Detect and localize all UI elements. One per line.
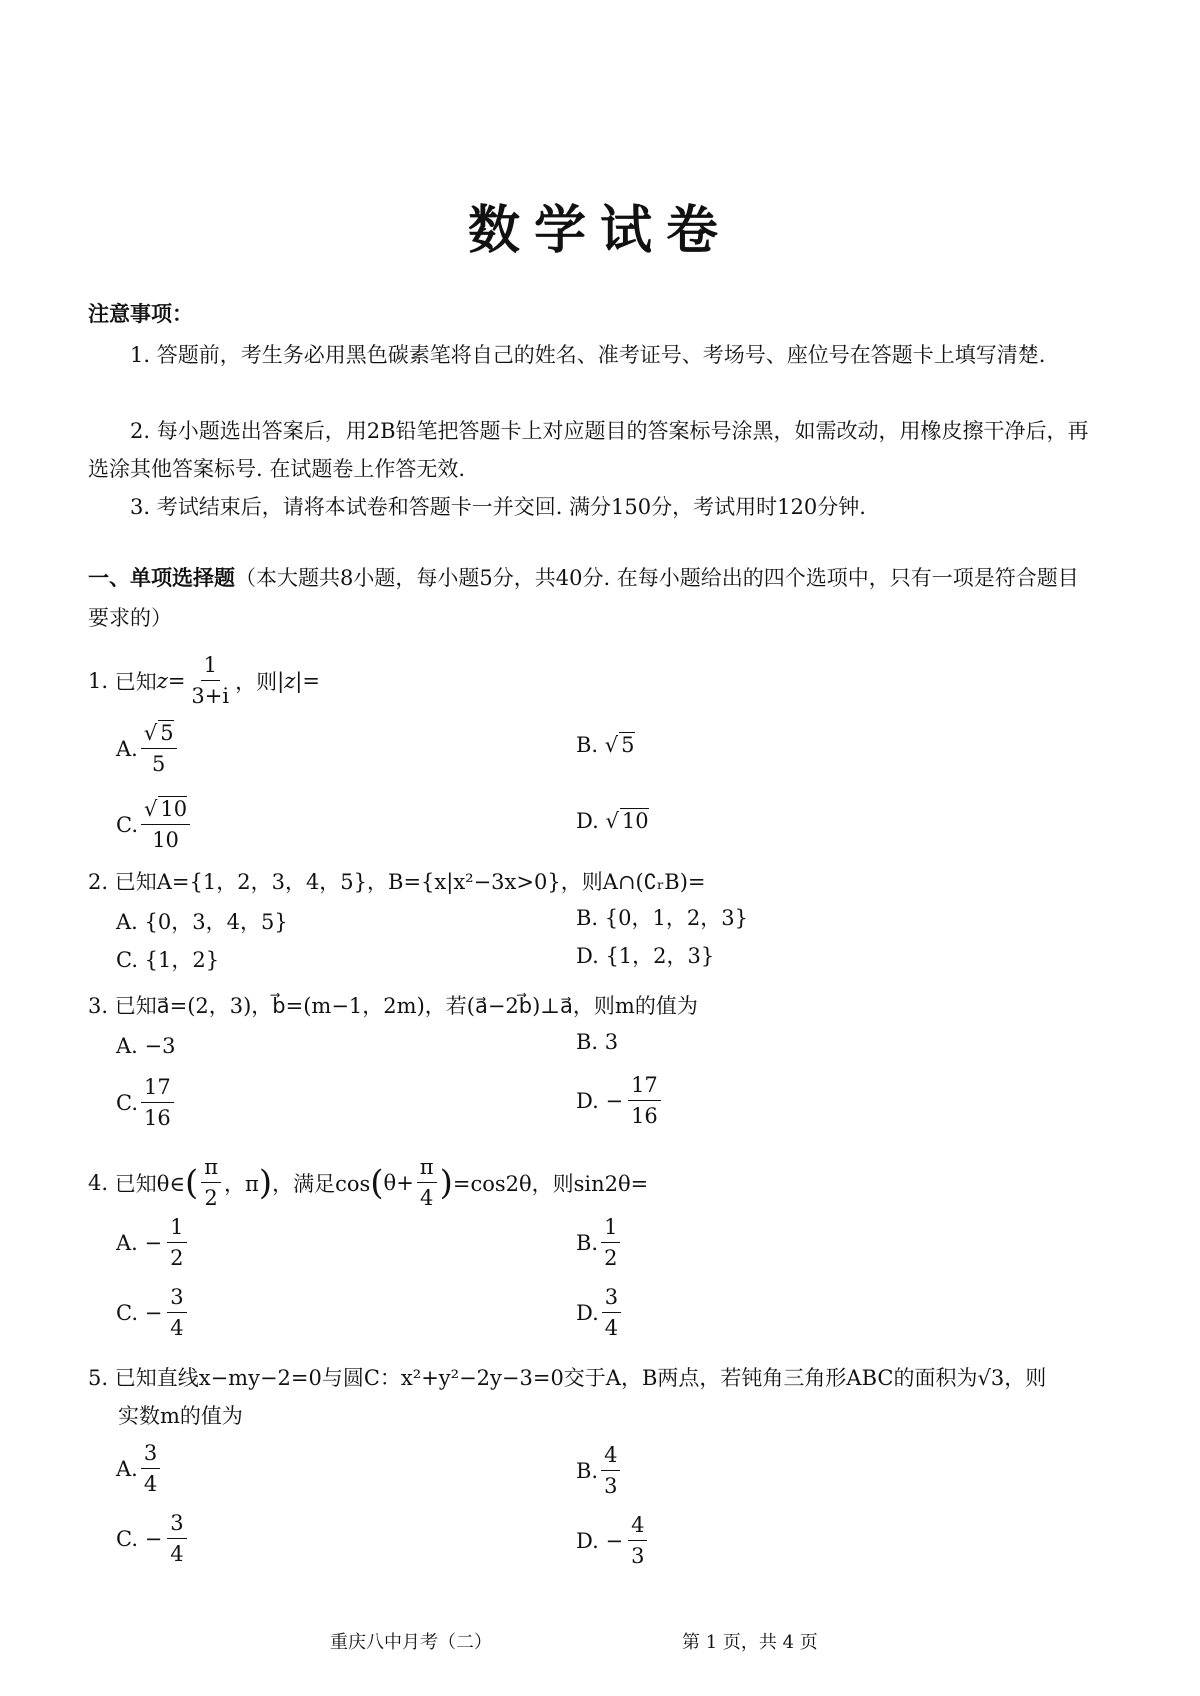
fraction: $\frac{\pi}{2}$ <box>201 1154 221 1211</box>
question-stem: =cos2θ，则sin2θ= <box>452 1171 649 1196</box>
question-stem: ，满足cos <box>272 1171 371 1196</box>
option-label: D. <box>576 1088 599 1113</box>
option-b[interactable]: B. 3 <box>576 1030 619 1054</box>
option-label: A. <box>116 1230 138 1255</box>
question-number: 2. <box>88 870 109 894</box>
option-label: A. <box>116 736 138 761</box>
option-a[interactable]: A. −3 <box>116 1034 176 1058</box>
question-3 <box>88 990 698 1020</box>
fraction: $\frac{3}{4}$ <box>167 1284 186 1341</box>
option-d[interactable]: D. √ 10 <box>576 808 649 833</box>
question-stem: 已知θ∈ <box>114 1171 185 1196</box>
option-c[interactable]: C. − $\frac{3}{4}$ <box>116 1284 190 1341</box>
section-description: （本大题共8小题，每小题5分，共40分. 在每小题给出的四个选项中，只有一项是符合题目要求的） <box>88 566 1079 630</box>
fraction: $\frac{\pi}{4}$ <box>417 1154 437 1211</box>
question-stem: 已知直线x−my−2=0与圆C：x²+y²−2y−3=0交于A，B两点，若钝角三角形ABC的面积为√3，则 <box>114 1366 1047 1390</box>
notice-item-3: 3. 考试结束后，请将本试卷和答题卡一并交回. 满分150分，考试用时120分钟. <box>130 495 866 519</box>
option-b[interactable] <box>576 1214 623 1271</box>
option-a[interactable] <box>116 720 180 777</box>
fraction: $\frac{4}{3}$ <box>601 1442 620 1499</box>
question-5 <box>88 1362 1046 1392</box>
option-c[interactable]: C. {1，2} <box>116 948 220 972</box>
option-label: B. <box>576 1230 599 1255</box>
section-heading <box>88 558 1098 638</box>
fraction: $\frac{1}{3+i}$ <box>191 653 230 708</box>
option-label: A. <box>116 1456 138 1481</box>
fraction: $\frac{1}{2}$ <box>601 1214 620 1271</box>
question-stem: 已知 <box>114 669 157 694</box>
option-c[interactable]: C. − $\frac{3}{4}$ <box>116 1510 190 1567</box>
fraction: $\frac{17}{16}$ <box>628 1072 661 1129</box>
question-stem: 已知A={1，2，3，4，5}，B={x|x²−3x>0}，则A∩(∁ᵣB)= <box>114 870 706 894</box>
option-a[interactable] <box>116 1440 163 1497</box>
question-number: 3. <box>88 994 109 1018</box>
footer-exam-name: 重庆八中月考（二） <box>330 1632 492 1653</box>
option-d[interactable]: D. {1，2，3} <box>576 944 715 968</box>
fraction: $\frac{1}{2}$ <box>167 1214 186 1271</box>
option-a[interactable]: A. {0，3，4，5} <box>116 910 288 934</box>
fraction: $\frac{3}{4}$ <box>141 1440 160 1497</box>
option-label: D. <box>576 1300 599 1325</box>
question-number: 1. <box>88 668 109 693</box>
section-title: 一、单项选择题 <box>88 565 235 590</box>
option-label: B. <box>576 1458 599 1483</box>
footer-page-number: 第 1 页，共 4 页 <box>682 1632 818 1653</box>
question-stem: 已知a⃗=(2，3)，b⃗=(m−1，2m)，若(a⃗−2b⃗)⊥a⃗，则m的值为 <box>114 994 698 1018</box>
option-label: C. <box>116 1526 138 1551</box>
option-c[interactable] <box>116 796 193 853</box>
option-label: D. <box>576 1528 599 1553</box>
option-b[interactable]: B. √ 5 <box>576 732 635 757</box>
fraction: $\frac{√ 10}{10}$ <box>141 796 190 853</box>
question-2 <box>88 866 706 896</box>
fraction: $\frac{17}{16}$ <box>141 1074 174 1131</box>
question-number: 5. <box>88 1366 109 1390</box>
question-stem-line2: 实数m的值为 <box>118 1404 243 1428</box>
fraction: $\frac{3}{4}$ <box>167 1510 186 1567</box>
question-stem: ，则 <box>235 669 278 694</box>
option-d[interactable]: D. − $\frac{4}{3}$ <box>576 1512 650 1569</box>
option-label: C. <box>116 1090 138 1115</box>
notice-item-2: 2. 每小题选出答案后，用2B铅笔把答题卡上对应题目的答案标号涂黑，如需改动，用橡皮擦干净后，再选涂其他答案标号. 在试题卷上作答无效. <box>88 419 1089 481</box>
notice-heading: 注意事项： <box>88 301 193 326</box>
option-label: C. <box>116 1300 138 1325</box>
option-b[interactable]: B. {0，1，2，3} <box>576 906 748 930</box>
option-label: D. <box>576 808 599 833</box>
option-d[interactable]: D. − $\frac{17}{16}$ <box>576 1072 664 1129</box>
fraction: $\frac{4}{3}$ <box>628 1512 647 1569</box>
option-a[interactable]: A. − $\frac{1}{2}$ <box>116 1214 190 1271</box>
option-b[interactable] <box>576 1442 623 1499</box>
fraction: $\frac{√ 5}{5}$ <box>141 720 177 777</box>
option-label: B. <box>576 732 599 757</box>
notice-item-1: 1. 答题前，考生务必用黑色碳素笔将自己的姓名、准考证号、考场号、座位号在答题卡上填写清楚. <box>130 343 1046 367</box>
question-number: 4. <box>88 1170 109 1195</box>
question-1: 1. 已知 z = $\frac{1}{3+i}$ ，则 | z |= <box>88 653 320 708</box>
fraction: $\frac{3}{4}$ <box>602 1284 621 1341</box>
page-title: 数学试卷 <box>467 200 732 261</box>
question-4: 4. 已知θ∈ ( $\frac{\pi}{2}$ ，π ) ，满足cos ( θ+ $\frac{\pi}{4}$ ) =cos2θ，则sin2θ= <box>88 1155 649 1210</box>
option-c[interactable] <box>116 1074 177 1131</box>
option-d[interactable] <box>576 1284 624 1341</box>
option-label: C. <box>116 812 138 837</box>
